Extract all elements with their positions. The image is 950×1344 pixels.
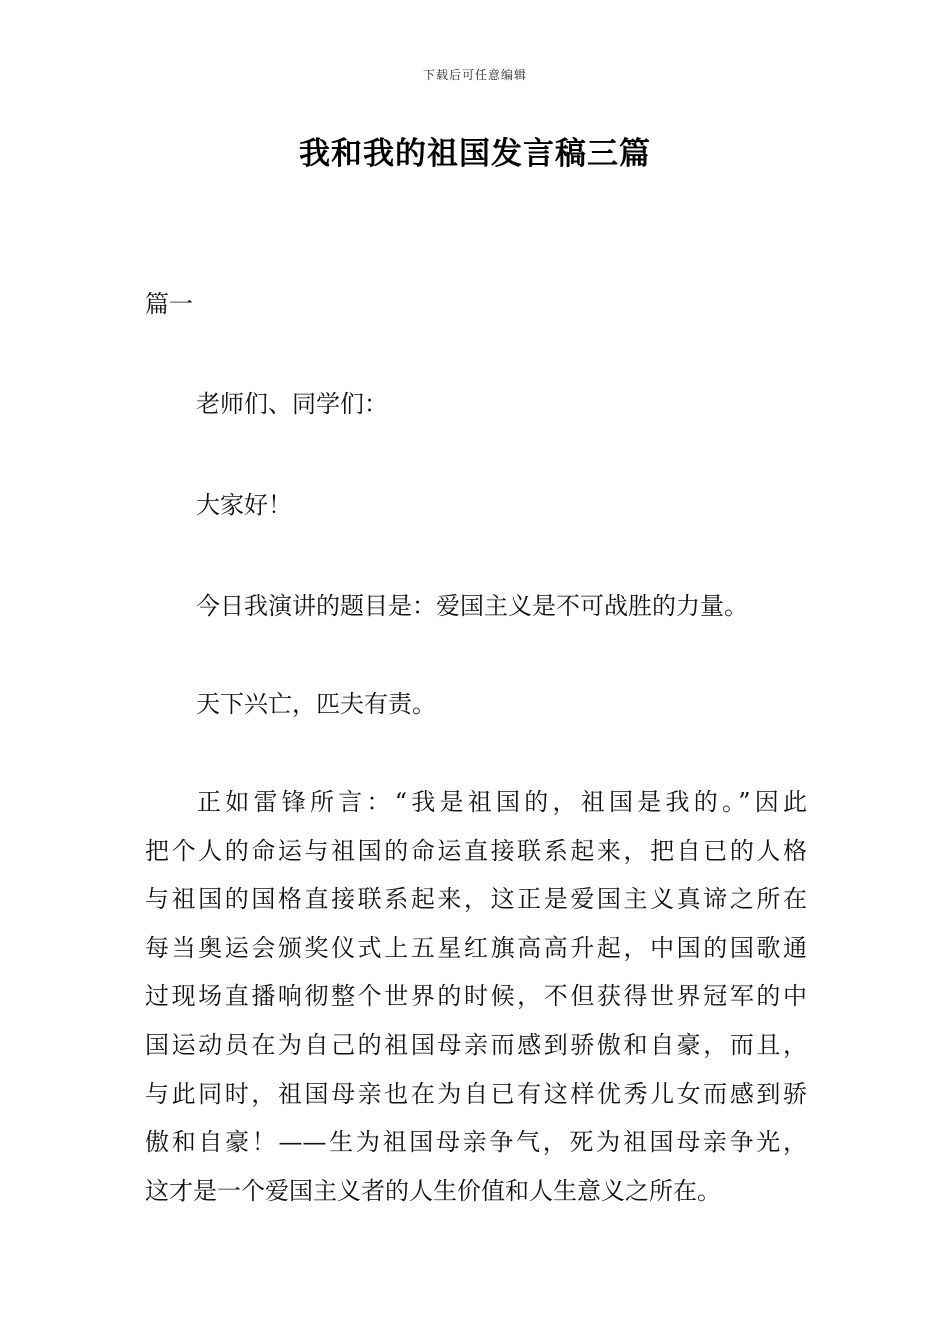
paragraph-row: 把个人的命运与祖国的命运直接联系起来，把自已的人格 <box>145 836 807 865</box>
topic-line: 今日我演讲的题目是：爱国主义是不可战胜的力量。 <box>196 592 748 620</box>
header-note: 下载后可任意编辑 <box>422 68 527 82</box>
body-paragraph <box>145 778 807 1215</box>
document-title: 我和我的祖国发言稿三篇 <box>299 136 651 172</box>
paragraph-row: 与此同时，祖国母亲也在为自已有这样优秀儿女而感到骄 <box>145 1079 807 1108</box>
section-label: 篇一 <box>145 290 193 318</box>
hello-line: 大家好！ <box>196 491 292 519</box>
paragraph-row: 正如雷锋所言：“我是祖国的，祖国是我的。”因此 <box>197 788 807 816</box>
paragraph-row: 这才是一个爱国主义者的人生价值和人生意义之所在。 <box>145 1176 721 1205</box>
paragraph-row: 与祖国的国格直接联系起来，这正是爱国主义真谛之所在 <box>145 885 807 914</box>
paragraph-row: 傲和自豪！——生为祖国母亲争气，死为祖国母亲争光， <box>145 1128 807 1157</box>
greeting-line: 老师们、同学们： <box>196 390 388 418</box>
paragraph-row: 每当奥运会颁奖仪式上五星红旗高高升起，中国的国歌通 <box>145 933 807 962</box>
paragraph-row: 过现场直播响彻整个世界的时候，不但获得世界冠军的中 <box>145 982 807 1011</box>
paragraph-row: 国运动员在为自己的祖国母亲而感到骄傲和自豪，而且， <box>145 1030 807 1059</box>
proverb-line: 天下兴亡，匹夫有责。 <box>196 690 436 718</box>
